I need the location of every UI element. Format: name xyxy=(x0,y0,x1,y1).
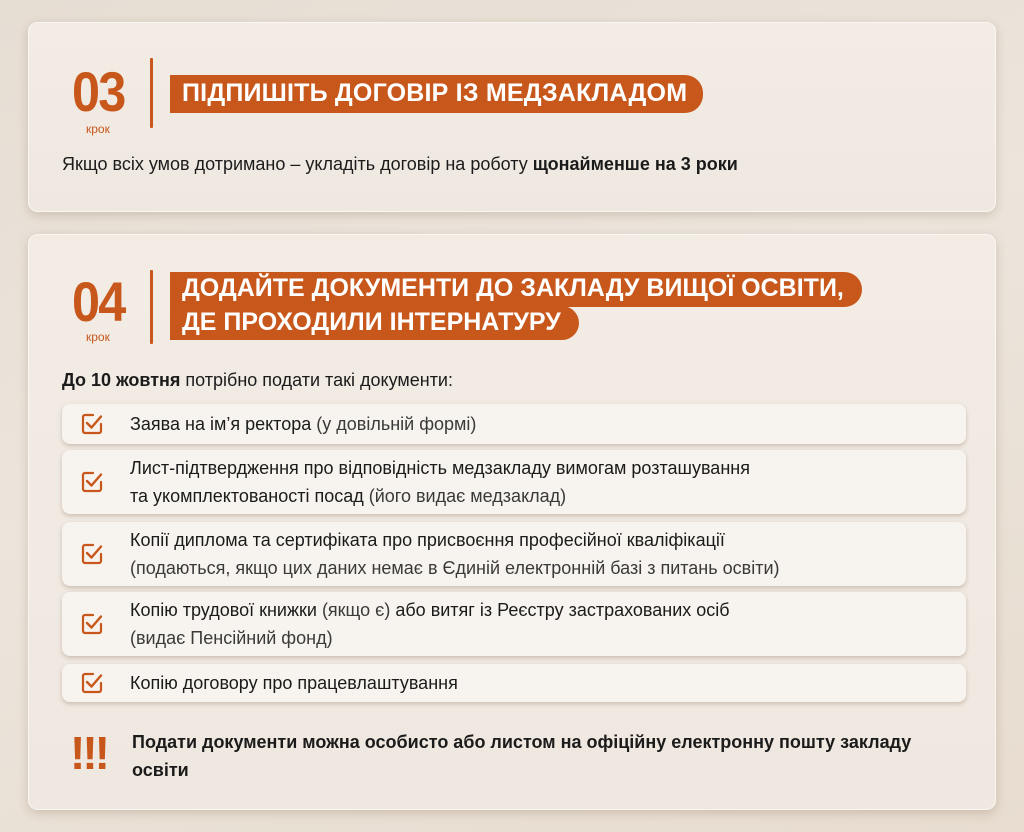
checkbox-check-icon xyxy=(80,542,104,566)
step-3-text-bold: щонайменше на 3 роки xyxy=(532,154,738,174)
document-item-3-line-2: (подаються, якщо цих даних немає в Єдиній електронній базі з питань освіти) xyxy=(130,558,780,578)
document-item-4-main: Копію трудової книжки xyxy=(130,600,317,620)
document-item-3 xyxy=(62,522,966,586)
alert-exclamation-icon: !!! xyxy=(70,727,107,779)
step-4-intro-bold: До 10 жовтня xyxy=(62,370,181,390)
step-4-title-line-2: ДЕ ПРОХОДИЛИ ІНТЕРНАТУРУ xyxy=(170,306,579,341)
step-4-intro-plain: потрібно подати такі документи: xyxy=(180,370,453,390)
document-item-3-text xyxy=(130,526,780,582)
alert-notice-text: Подати документи можна особисто або листом на офіційну електронну пошту закладу освіти xyxy=(132,732,912,780)
checkbox-check-icon xyxy=(80,612,104,636)
step-4-title xyxy=(170,272,862,340)
document-item-4-note: (якщо є) xyxy=(316,600,391,620)
document-item-4-line-2: (видає Пенсійний фонд) xyxy=(130,628,333,648)
checkbox-check-icon xyxy=(80,470,104,494)
document-item-4-line-1 xyxy=(130,596,730,624)
document-item-1-main: Заява на ім’я ректора xyxy=(130,414,312,434)
document-item-1 xyxy=(62,404,966,444)
document-item-2-line-1: Лист-підтвердження про відповідність медзакладу вимогам розташування xyxy=(130,458,750,478)
document-item-4 xyxy=(62,592,966,656)
step-3-word: крок xyxy=(86,122,110,136)
document-item-5 xyxy=(62,664,966,702)
document-item-2-text xyxy=(130,454,750,510)
checkbox-check-icon xyxy=(80,671,104,695)
document-item-1-text xyxy=(130,410,476,438)
step-4-card xyxy=(28,234,996,810)
document-item-4-main-2: або витяг із Реєстру застрахованих осіб xyxy=(390,600,730,620)
step-3-text-plain: Якщо всіх умов дотримано – укладіть договір на роботу xyxy=(62,154,533,174)
step-4-title-line-1: ДОДАЙТЕ ДОКУМЕНТИ ДО ЗАКЛАДУ ВИЩОЇ ОСВІТИ, xyxy=(170,272,862,307)
step-3-text xyxy=(62,154,738,175)
step-3-title: ПІДПИШІТЬ ДОГОВІР ІЗ МЕДЗАКЛАДОМ xyxy=(170,75,703,113)
document-item-2-note: (його видає медзаклад) xyxy=(363,486,567,506)
document-item-1-note: (у довільній формі) xyxy=(311,414,477,434)
checkbox-check-icon xyxy=(80,412,104,436)
step-4-number: 04 xyxy=(72,270,125,333)
document-item-2-line-2 xyxy=(130,482,750,510)
document-item-5-text: Копію договору про працевлаштування xyxy=(130,673,458,693)
step-4-word: крок xyxy=(86,330,110,344)
document-item-2-main: та укомплектованості посад xyxy=(130,486,364,506)
document-item-4-text xyxy=(130,596,730,652)
step-3-card xyxy=(28,22,996,212)
document-item-2 xyxy=(62,450,966,514)
step-4-divider xyxy=(150,270,153,344)
step-3-number: 03 xyxy=(72,60,125,123)
document-item-3-line-1: Копії диплома та сертифіката про присвоєння професійної кваліфікації xyxy=(130,530,725,550)
step-3-divider xyxy=(150,58,153,128)
step-4-intro xyxy=(62,370,453,391)
